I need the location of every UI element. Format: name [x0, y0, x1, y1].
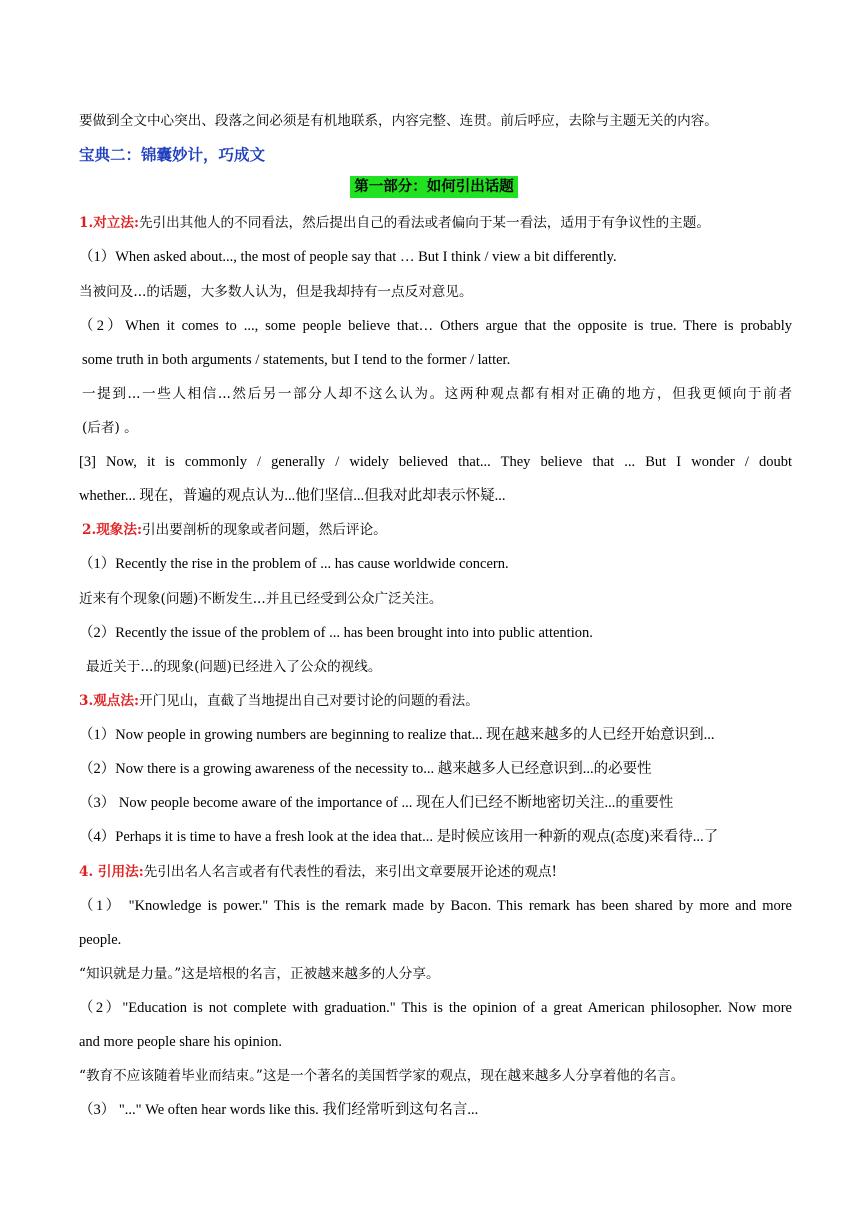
method-2-heading [82, 520, 792, 540]
method-3-example-4: （4）Perhaps it is time to have a fresh look at the idea that... 是时候应该用一种新的观点(态度)来看待...了 [79, 829, 719, 845]
method-4-example-2-en-line-1: （2）"Education is not complete with graduation." This is the opinion of a great American philosopher. Now more [79, 1000, 792, 1016]
part-heading: 第一部分：如何引出话题 [350, 176, 518, 198]
method-2-label: 2.现象法: [82, 522, 142, 538]
method-4-label: 4. 引用法: [79, 864, 144, 880]
method-1-example-3-line-2: whether... 现在，普遍的观点认为...他们坚信...但我对此却表示怀疑... [79, 488, 506, 504]
method-2-description: 引出要剖析的现象或者问题，然后评论。 [142, 522, 387, 538]
method-1-example-2-en-line-1: （2）When it comes to ..., some people believe that… Others argue that the opposite is true. There is probably [79, 318, 792, 334]
method-3-example-3: （3） Now people become aware of the importance of ... 现在人们已经不断地密切关注...的重要性 [79, 795, 674, 811]
method-3-example-2: （2）Now there is a growing awareness of the necessity to... 越来越多人已经意识到...的必要性 [79, 761, 652, 777]
method-3-description: 开门见山，直截了当地提出自己对要讨论的问题的看法。 [139, 693, 479, 709]
method-2-example-2-en: （2）Recently the issue of the problem of ... has been brought into into public attention. [79, 625, 593, 641]
method-4-heading [79, 862, 792, 882]
method-1-example-3-line-1: [3] Now, it is commonly / generally / widely believed that... They believe that ... But I wonder / doubt [79, 454, 792, 470]
method-4-example-2-en-line-2: and more people share his opinion. [79, 1034, 282, 1050]
method-1-label: 1.对立法: [79, 215, 139, 231]
method-4-example-2-zh: “教育不应该随着毕业而结束。”这是一个著名的美国哲学家的观点，现在越来越多人分享着他的名言。 [79, 1068, 685, 1084]
intro-paragraph: 要做到全文中心突出、段落之间必须是有机地联系，内容完整、连贯。前后呼应，去除与主题无关的内容。 [79, 113, 718, 129]
method-1-example-2-zh-line-2: (后者) 。 [82, 420, 138, 436]
method-1-heading [79, 213, 792, 233]
method-1-description: 先引出其他人的不同看法，然后提出自己的看法或者偏向于某一看法，适用于有争议性的主题。 [139, 215, 710, 231]
method-1-example-2-zh-line-1: 一提到...一些人相信...然后另一部分人却不这么认为。这两种观点都有相对正确的地方，但我更倾向于前者 [82, 386, 792, 402]
method-3-example-1: （1）Now people in growing numbers are beginning to realize that... 现在越来越多的人已经开始意识到... [79, 727, 715, 743]
method-3-heading [79, 691, 792, 711]
method-1-example-2-en-line-2: some truth in both arguments / statements, but I tend to the former / latter. [82, 352, 511, 368]
method-2-example-2-zh: 最近关于...的现象(问题)已经进入了公众的视线。 [86, 659, 382, 675]
method-3-label: 3.观点法: [79, 693, 139, 709]
method-4-example-3: （3） "..." We often hear words like this. 我们经常听到这句名言... [79, 1102, 479, 1118]
method-4-example-1-en-line-1: （1） "Knowledge is power." This is the remark made by Bacon. This remark has been shared by more and more [79, 898, 792, 914]
method-1-example-1-zh: 当被问及...的话题，大多数人认为，但是我却持有一点反对意见。 [79, 284, 473, 300]
method-2-example-1-zh: 近来有个现象(问题)不断发生...并且已经受到公众广泛关注。 [79, 591, 443, 607]
section-title: 宝典二：锦囊妙计，巧成文 [79, 145, 266, 164]
method-4-example-1-en-line-2: people. [79, 932, 122, 948]
method-2-example-1-en: （1）Recently the rise in the problem of ... has cause worldwide concern. [79, 556, 509, 572]
method-4-description: 先引出名人名言或者有代表性的看法，来引出文章要展开论述的观点! [143, 864, 558, 880]
method-1-example-1-en: （1）When asked about..., the most of people say that … But I think / view a bit differently. [79, 249, 617, 265]
method-4-example-1-zh: “知识就是力量。”这是培根的名言，正被越来越多的人分享。 [79, 966, 440, 982]
part-heading-wrap [0, 176, 868, 198]
